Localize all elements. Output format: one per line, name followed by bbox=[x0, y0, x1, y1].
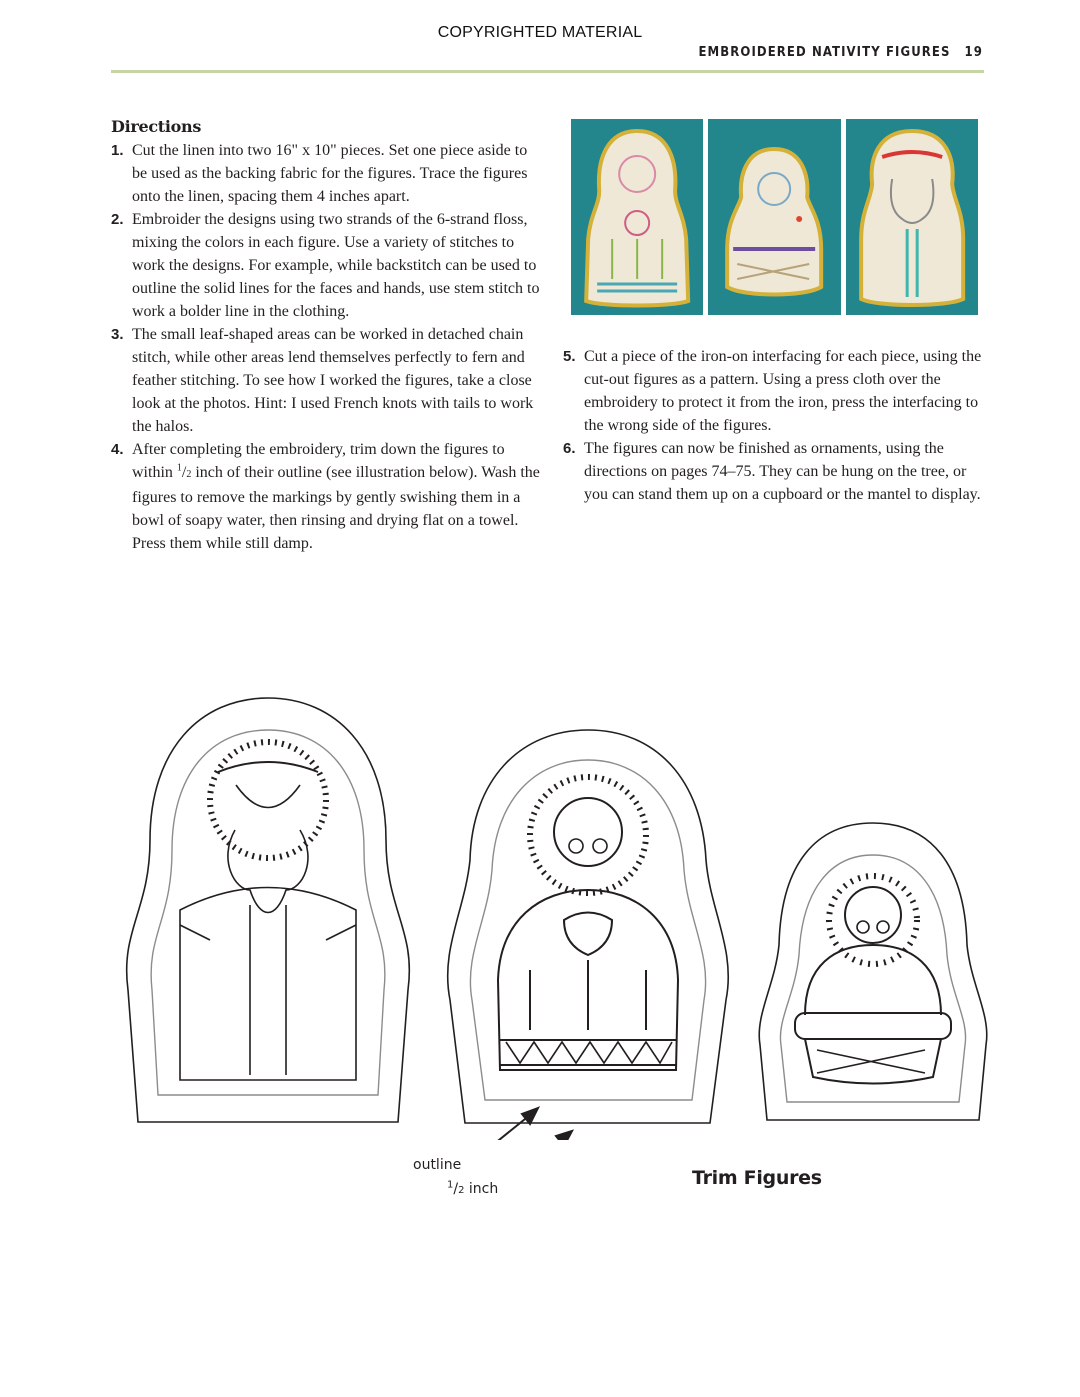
photo-joseph bbox=[846, 119, 978, 315]
step-text: The small leaf-shaped areas can be worked in detached chain stitch, while other areas lend themselves perfectly to fern and feather stitching. To see how I worked the figures, take a close look at the photos. Hint: I used French knots with tails to work the halos. bbox=[132, 326, 534, 435]
photo-mary bbox=[571, 119, 703, 315]
step-number: 3. bbox=[111, 326, 124, 343]
step-2 bbox=[111, 208, 541, 323]
trim-figures-illustration bbox=[110, 690, 990, 1140]
directions-column-right bbox=[563, 345, 993, 506]
inch-text: inch bbox=[464, 1181, 499, 1197]
joseph-figure bbox=[127, 698, 410, 1122]
step-4: 4. After completing the embroidery, trim down the figures to within $^1$/2 inch of their outline (see illustration below). Wash the figures to remove the markings by gently swishing them in a bowl of soapy water, then rinsing and drying flat on a towel. Press them while still damp. bbox=[111, 438, 541, 555]
step-text: Cut a piece of the iron-on interfacing for each piece, using the cut-out figures as a pattern. Using a press cloth over the embroidery to protect it from the iron, press the interfacing to the wrong side of the figures. bbox=[584, 348, 982, 434]
directions-list-continued bbox=[563, 345, 993, 506]
baby-jesus-ornament-image bbox=[708, 119, 840, 315]
half-inch-label: $^1$/2 inch bbox=[447, 1179, 499, 1197]
fraction-denominator: 2 bbox=[186, 469, 192, 480]
photo-baby-jesus bbox=[708, 119, 840, 315]
step-text: The figures can now be finished as ornaments, using the directions on pages 74–75. They can be hung on the tree, or you can stand them up on a cupboard or the mantel to display. bbox=[584, 440, 981, 503]
fraction-numerator: 1 bbox=[176, 462, 182, 474]
step-text: After completing the embroidery, trim down the figures to within bbox=[132, 441, 505, 481]
step-3 bbox=[111, 323, 541, 438]
fraction-numerator: 1 bbox=[447, 1179, 454, 1191]
joseph-ornament-image bbox=[846, 119, 978, 315]
callout-arrows bbox=[468, 1108, 572, 1140]
ornament-photos bbox=[571, 119, 978, 315]
mary-ornament-image bbox=[571, 119, 703, 315]
outline-label: outline bbox=[413, 1157, 462, 1173]
illustration-title: Trim Figures bbox=[692, 1167, 822, 1189]
copyright-watermark: COPYRIGHTED MATERIAL bbox=[437, 24, 643, 41]
step-text: Embroider the designs using two strands of the 6-strand floss, mixing the colors in each figure. Use a variety of stitches to work the designs. For example, while backstitch can be used to outline the solid lines for the faces and hands, use stem stitch to work a bolder line in the clothing. bbox=[132, 211, 540, 320]
running-head bbox=[698, 45, 983, 60]
step-5 bbox=[563, 345, 993, 437]
step-text: Cut the linen into two 16" x 10" pieces. Set one piece aside to be used as the backing fabric for the figures. Trace the figures onto the linen, spacing them 4 inches apart. bbox=[132, 142, 528, 205]
step-number: 2. bbox=[111, 211, 124, 228]
step-number: 6. bbox=[563, 440, 576, 457]
step-text: inch of their outline (see illustration below). Wash the figures to remove the markings by gently swishing them in a bowl of soapy water, then rinsing and drying flat on a towel. Press them while still damp. bbox=[132, 464, 540, 552]
directions-heading: Directions bbox=[111, 117, 202, 136]
header-rule bbox=[111, 70, 984, 73]
step-number: 1. bbox=[111, 142, 124, 159]
page-number: 19 bbox=[964, 45, 983, 60]
step-6 bbox=[563, 437, 993, 506]
directions-list bbox=[111, 139, 541, 555]
step-number: 5. bbox=[563, 348, 576, 365]
step-1 bbox=[111, 139, 541, 208]
running-head-title: EMBROIDERED NATIVITY FIGURES bbox=[698, 45, 951, 60]
directions-column-left bbox=[111, 116, 541, 555]
baby-jesus-figure bbox=[759, 823, 987, 1120]
mary-figure bbox=[448, 730, 729, 1123]
step-number: 4. bbox=[111, 441, 124, 458]
fraction-denominator: 2 bbox=[458, 1185, 465, 1196]
